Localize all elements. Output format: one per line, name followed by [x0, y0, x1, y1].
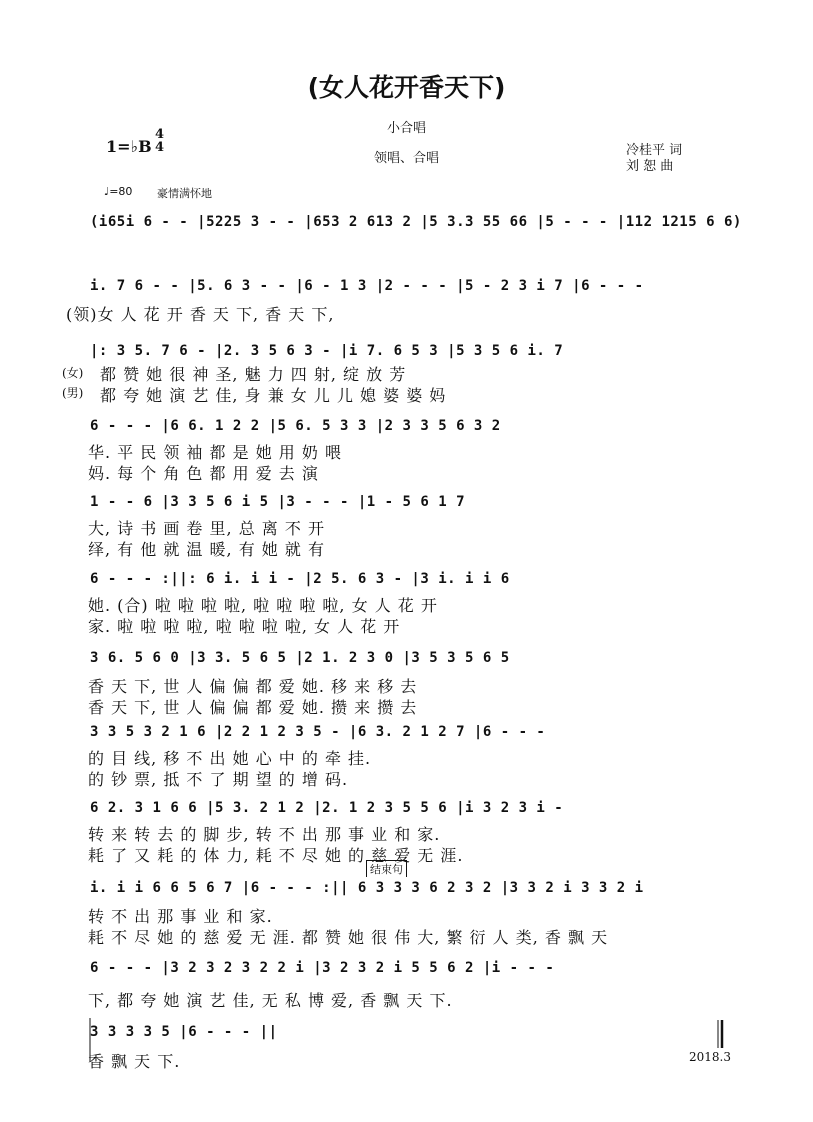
- lyric-line: (领)女 人 花 开 香 天 下, 香 天 下,: [66, 305, 335, 324]
- lyric-line: 她. (合) 啦 啦 啦 啦, 啦 啦 啦 啦, 女 人 花 开: [88, 596, 438, 615]
- notation-line: 3 3 3 3 5 |6 - - - ||: [90, 1024, 278, 1040]
- meter-bottom: 4: [155, 140, 165, 155]
- lyric-line: 的 目 线, 移 不 出 她 心 中 的 牵 挂.: [88, 749, 372, 768]
- notation-line: 3 6. 5 6 0 |3 3. 5 6 5 |2 1. 2 3 0 |3 5 3 5 6 5: [90, 650, 510, 666]
- composer-credit: 刘 恕 曲: [626, 159, 674, 174]
- notation-line: 6 - - - :||: 6 i. i i - |2 5. 6 3 - |3 i. i i 6: [90, 571, 510, 587]
- notation-line: (i65i 6 - - |5225 3 - - |653 2 613 2 |5 3.3 55 66 |5 - - - |112 1215 6 6): [90, 214, 742, 230]
- lyric-line: 都 赞 她 很 神 圣, 魅 力 四 射, 绽 放 芳: [100, 365, 407, 384]
- role-label-female: (女): [62, 366, 84, 380]
- lyric-line: 转 不 出 那 事 业 和 家.: [88, 907, 273, 926]
- lyric-line: 家. 啦 啦 啦 啦, 啦 啦 啦 啦, 女 人 花 开: [88, 617, 401, 636]
- lyric-line: 耗 不 尽 她 的 慈 爱 无 涯. 都 赞 她 很 伟 大, 繁 衍 人 类, 香 飘 天: [88, 928, 609, 947]
- notation-line: 3 3 5 3 2 1 6 |2 2 1 2 3 5 - |6 3. 2 1 2 7 |6 - - -: [90, 724, 546, 740]
- lyric-line: 大, 诗 书 画 卷 里, 总 离 不 开: [88, 519, 325, 538]
- lyric-line: 下, 都 夸 她 演 艺 佳, 无 私 博 爱, 香 飘 天 下.: [88, 991, 453, 1010]
- tempo-marking: ♩=80: [104, 185, 133, 198]
- lyric-line: 香 飘 天 下.: [88, 1052, 181, 1071]
- lyric-line: 妈. 每 个 角 色 都 用 爱 去 演: [88, 464, 319, 483]
- expression-marking: 豪情满怀地: [157, 187, 212, 200]
- lyric-line: 转 来 转 去 的 脚 步, 转 不 出 那 事 业 和 家.: [88, 825, 441, 844]
- key-signature: 1=♭B: [106, 137, 152, 156]
- notation-line: i. 7 6 - - |5. 6 3 - - |6 - 1 3 |2 - - - |5 - 2 3 i 7 |6 - - -: [90, 278, 644, 294]
- lyric-line: 绎, 有 他 就 温 暖, 有 她 就 有: [88, 540, 325, 559]
- song-title: (女人花开香天下): [307, 73, 506, 102]
- meter-top: 4: [155, 127, 165, 142]
- notation-line: i. i i 6 6 5 6 7 |6 - - - :|| 6 3 3 3 6 2 3 2 |3 3 2 i 3 3 2 i: [90, 880, 644, 896]
- notation-line: 1 - - 6 |3 3 5 6 i 5 |3 - - - |1 - 5 6 1 7: [90, 494, 466, 510]
- ending-mark: 结束句: [366, 860, 407, 877]
- lyricist-credit: 冷桂平 词: [626, 143, 683, 158]
- lyric-line: 都 夸 她 演 艺 佳, 身 兼 女 儿 儿 媳 婆 婆 妈: [100, 386, 447, 405]
- date-footer: 2018.3: [689, 1050, 731, 1064]
- notation-line: 6 - - - |3 2 3 2 3 2 2 i |3 2 3 2 i 5 5 6 2 |i - - -: [90, 960, 555, 976]
- lyric-line: 香 天 下, 世 人 偏 偏 都 爱 她. 移 来 移 去: [88, 677, 418, 696]
- performance-note: 领唱、合唱: [373, 151, 439, 166]
- lyric-line: 耗 了 又 耗 的 体 力, 耗 不 尽 她 的 慈 爱 无 涯.: [88, 846, 464, 865]
- notation-line: 6 - - - |6 6. 1 2 2 |5 6. 5 3 3 |2 3 3 5 6 3 2: [90, 418, 501, 434]
- lyric-line: 香 天 下, 世 人 偏 偏 都 爱 她. 攒 来 攒 去: [88, 698, 418, 717]
- notation-line: 6 2. 3 1 6 6 |5 3. 2 1 2 |2. 1 2 3 5 5 6 |i 3 2 3 i -: [90, 800, 564, 816]
- lyric-line: 的 钞 票, 抵 不 了 期 望 的 增 码.: [88, 770, 349, 789]
- subtitle: 小合唱: [386, 121, 426, 136]
- notation-line: |: 3 5. 7 6 - |2. 3 5 6 3 - |i 7. 6 5 3 |5 3 5 6 i. 7: [90, 343, 564, 359]
- lyric-line: 华. 平 民 领 袖 都 是 她 用 奶 喂: [88, 443, 342, 462]
- role-label-male: (男): [62, 386, 84, 400]
